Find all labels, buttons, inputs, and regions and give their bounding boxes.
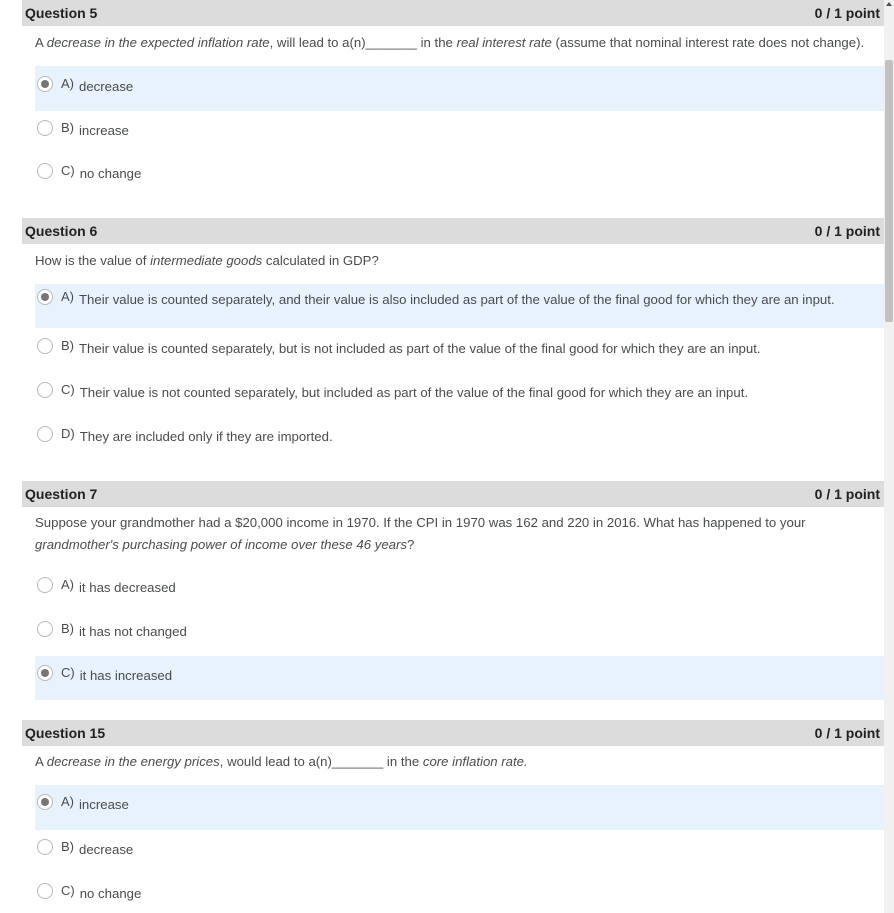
question-header xyxy=(22,481,884,507)
question-title: Question 15 xyxy=(25,725,106,741)
radio-unselected-icon[interactable] xyxy=(37,839,53,855)
radio-dot-icon xyxy=(41,293,49,301)
option-text: it has increased xyxy=(79,668,173,683)
option-text: They are included only if they are imported. xyxy=(79,429,333,444)
radio-selected-icon[interactable] xyxy=(37,665,53,681)
question-header xyxy=(22,218,884,244)
prompt-text: How is the value of xyxy=(35,253,151,268)
option-text: decrease xyxy=(79,842,134,857)
prompt-emphasis: intermediate goods xyxy=(150,253,263,268)
option-letter: D) xyxy=(61,426,75,441)
radio-selected-icon[interactable] xyxy=(37,76,53,92)
prompt-text: , will lead to a(n)_______ in the xyxy=(269,35,457,50)
prompt-emphasis: grandmother's purchasing power of income over these 46 years xyxy=(35,537,407,552)
radio-selected-icon[interactable] xyxy=(37,289,53,305)
prompt-text: , would lead to a(n)_______ in the xyxy=(219,754,423,769)
prompt-text: ? xyxy=(406,537,415,552)
prompt-text: Suppose your grandmother had a $20,000 income in 1970. If the CPI in 1970 was 162 and 220 in 2016. What has happened to your xyxy=(35,515,806,530)
question-points: 0 / 1 point xyxy=(814,223,880,239)
option-letter: B) xyxy=(61,120,74,135)
question-prompt xyxy=(35,250,880,272)
prompt-emphasis: decrease in the expected inflation rate xyxy=(46,35,270,50)
prompt-emphasis: decrease in the energy prices xyxy=(46,754,220,769)
option-text: no change xyxy=(79,166,142,181)
question-block xyxy=(22,218,884,444)
answer-option[interactable] xyxy=(35,66,884,111)
option-text: it has not changed xyxy=(79,624,187,639)
question-prompt xyxy=(35,32,880,54)
option-text: Their value is counted separately, but is not included as part of the value of the final good for which they are an input. xyxy=(79,341,761,356)
option-text: decrease xyxy=(79,79,134,94)
question-points: 0 / 1 point xyxy=(814,486,880,502)
option-letter: B) xyxy=(61,839,74,854)
option-letter: B) xyxy=(61,621,74,636)
question-block xyxy=(22,720,884,901)
answer-option[interactable] xyxy=(35,111,884,153)
radio-unselected-icon[interactable] xyxy=(37,577,53,593)
option-text: increase xyxy=(79,797,129,812)
option-letter: C) xyxy=(61,883,75,898)
answer-option[interactable] xyxy=(35,612,884,656)
radio-unselected-icon[interactable] xyxy=(37,163,53,179)
radio-dot-icon xyxy=(41,798,49,806)
radio-unselected-icon[interactable] xyxy=(37,338,53,354)
radio-unselected-icon[interactable] xyxy=(37,120,53,136)
answer-option[interactable] xyxy=(35,656,884,700)
question-title: Question 7 xyxy=(25,486,98,502)
question-points: 0 / 1 point xyxy=(814,5,880,21)
radio-unselected-icon[interactable] xyxy=(37,382,53,398)
answer-option[interactable] xyxy=(35,153,884,197)
option-text: increase xyxy=(79,123,129,138)
radio-unselected-icon[interactable] xyxy=(37,426,53,442)
scroll-up-arrow-icon[interactable] xyxy=(886,2,892,6)
radio-unselected-icon[interactable] xyxy=(37,883,53,899)
question-header xyxy=(22,0,884,26)
answer-option[interactable] xyxy=(35,830,884,874)
option-letter: A) xyxy=(61,289,74,304)
question-prompt xyxy=(35,751,880,773)
answer-option[interactable] xyxy=(35,372,884,416)
radio-dot-icon xyxy=(41,669,49,677)
prompt-emphasis: real interest rate xyxy=(456,35,552,50)
prompt-text: A xyxy=(35,754,47,769)
option-letter: C) xyxy=(61,163,75,178)
option-text: Their value is not counted separately, but included as part of the value of the final good for which they are an input. xyxy=(79,385,749,400)
answer-option[interactable] xyxy=(35,785,884,830)
question-block xyxy=(22,481,884,683)
question-prompt xyxy=(35,512,880,556)
radio-dot-icon xyxy=(41,80,49,88)
prompt-text: A xyxy=(35,35,47,50)
scrollbar-thumb[interactable] xyxy=(885,60,893,322)
question-header xyxy=(22,720,884,746)
answer-option[interactable] xyxy=(35,328,884,372)
option-text: Their value is counted separately, and their value is also included as part of the value of the final good for which they are an input. xyxy=(79,292,835,307)
option-text: no change xyxy=(79,886,142,901)
answer-option[interactable] xyxy=(35,568,884,612)
question-title: Question 6 xyxy=(25,223,98,239)
question-title: Question 5 xyxy=(25,5,98,21)
option-letter: B) xyxy=(61,338,74,353)
option-letter: A) xyxy=(61,76,74,91)
prompt-text: calculated in GDP? xyxy=(262,253,379,268)
question-block xyxy=(22,0,884,181)
question-points: 0 / 1 point xyxy=(814,725,880,741)
option-letter: C) xyxy=(61,665,75,680)
option-letter: C) xyxy=(61,382,75,397)
radio-unselected-icon[interactable] xyxy=(37,621,53,637)
prompt-emphasis: core inflation rate. xyxy=(422,754,528,769)
scrollbar[interactable] xyxy=(884,0,894,913)
answer-option[interactable] xyxy=(35,284,884,328)
answer-option[interactable] xyxy=(35,416,884,460)
option-text: it has decreased xyxy=(79,580,176,595)
option-letter: A) xyxy=(61,794,74,809)
answer-option[interactable] xyxy=(35,874,884,913)
radio-selected-icon[interactable] xyxy=(37,794,53,810)
prompt-text: (assume that nominal interest rate does not change). xyxy=(551,35,865,50)
option-letter: A) xyxy=(61,577,74,592)
